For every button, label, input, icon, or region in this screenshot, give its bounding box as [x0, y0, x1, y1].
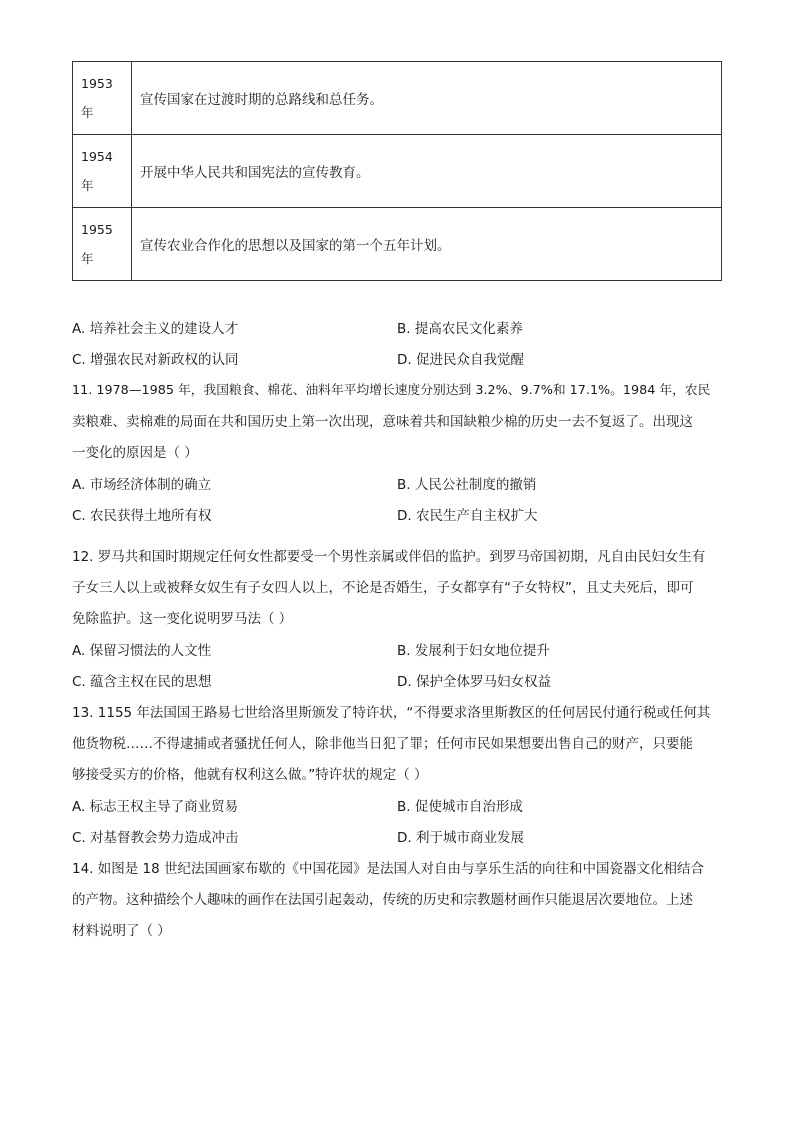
q11-stem-line-2: 卖粮难、卖棉难的局面在共和国历史上第一次出现，意味着共和国缺粮少棉的历史一去不复返了。出现这: [72, 414, 693, 430]
q13-stem-line-3: 够接受买方的价格，他就有权利这么做。”特许状的规定（ ）: [72, 767, 428, 783]
year-number: 1953: [81, 76, 113, 91]
q11-option-c: C. 农民获得土地所有权: [72, 508, 212, 524]
q11-option-a: A. 市场经济体制的确立: [72, 477, 212, 493]
year-cell: [73, 135, 132, 208]
q13-stem-line-1: 13. 1155 年法国国王路易七世给洛里斯颁发了特许状，“不得要求洛里斯教区的任何居民付通行税或任何其: [72, 705, 711, 721]
event-cell: 宣传农业合作化的思想以及国家的第一个五年计划。: [132, 208, 722, 281]
q10-option-c: C. 增强农民对新政权的认同: [72, 352, 239, 368]
q13-option-b: B. 促使城市自治形成: [397, 799, 523, 815]
year-number: 1955: [81, 222, 113, 237]
q10-option-a: A. 培养社会主义的建设人才: [72, 321, 239, 337]
q12-option-a: A. 保留习惯法的人文性: [72, 643, 212, 659]
table-row: [73, 135, 722, 208]
q11-option-d: D. 农民生产自主权扩大: [397, 508, 538, 524]
table-row: [73, 208, 722, 281]
q11-stem-line-3: 一变化的原因是（ ）: [72, 445, 198, 461]
q13-option-a: A. 标志王权主导了商业贸易: [72, 799, 239, 815]
q10-option-d: D. 促进民众自我觉醒: [397, 352, 524, 368]
event-cell: 开展中华人民共和国宪法的宣传教育。: [132, 135, 722, 208]
q13-option-c: C. 对基督教会势力造成冲击: [72, 830, 239, 846]
year-number: 1954: [81, 149, 113, 164]
q13-stem-line-2: 他货物税……不得逮捕或者骚扰任何人，除非他当日犯了罪；任何市民如果想要出售自己的财产，只要能: [72, 736, 693, 752]
year-unit: 年: [81, 251, 94, 266]
q13-option-d: D. 利于城市商业发展: [397, 830, 524, 846]
q12-option-c: C. 蕴含主权在民的思想: [72, 674, 212, 690]
event-cell: 宣传国家在过渡时期的总路线和总任务。: [132, 62, 722, 135]
table-row: [73, 62, 722, 135]
q10-option-b: B. 提高农民文化素养: [397, 321, 523, 337]
q12-stem-line-1: 12. 罗马共和国时期规定任何女性都要受一个男性亲属或伴侣的监护。到罗马帝国初期，凡自由民妇女生有: [72, 549, 706, 565]
year-cell: [73, 62, 132, 135]
q14-stem-line-1: 14. 如图是 18 世纪法国画家布歇的《中国花园》是法国人对自由与享乐生活的向往和中国瓷器文化相结合: [72, 861, 705, 877]
q14-stem-line-2: 的产物。这种描绘个人趣味的画作在法国引起轰动，传统的历史和宗教题材画作只能退居次要地位。上述: [72, 892, 693, 908]
year-unit: 年: [81, 178, 94, 193]
year-cell: [73, 208, 132, 281]
q11-option-b: B. 人民公社制度的撤销: [397, 477, 537, 493]
q12-option-d: D. 保护全体罗马妇女权益: [397, 674, 551, 690]
q11-stem-line-1: 11. 1978—1985 年，我国粮食、棉花、油料年平均增长速度分别达到 3.2%、9.7%和 17.1%。1984 年，农民: [72, 383, 711, 398]
q14-stem-line-3: 材料说明了（ ）: [72, 923, 171, 939]
q12-option-b: B. 发展利于妇女地位提升: [397, 643, 550, 659]
q12-stem-line-3: 免除监护。这一变化说明罗马法（ ）: [72, 611, 293, 627]
year-unit: 年: [81, 105, 94, 120]
q12-stem-line-2: 子女三人以上或被释女奴生有子女四人以上，不论是否婚生，子女都享有“子女特权”，且丈夫死后，即可: [72, 580, 694, 596]
timeline-table: [72, 61, 722, 281]
